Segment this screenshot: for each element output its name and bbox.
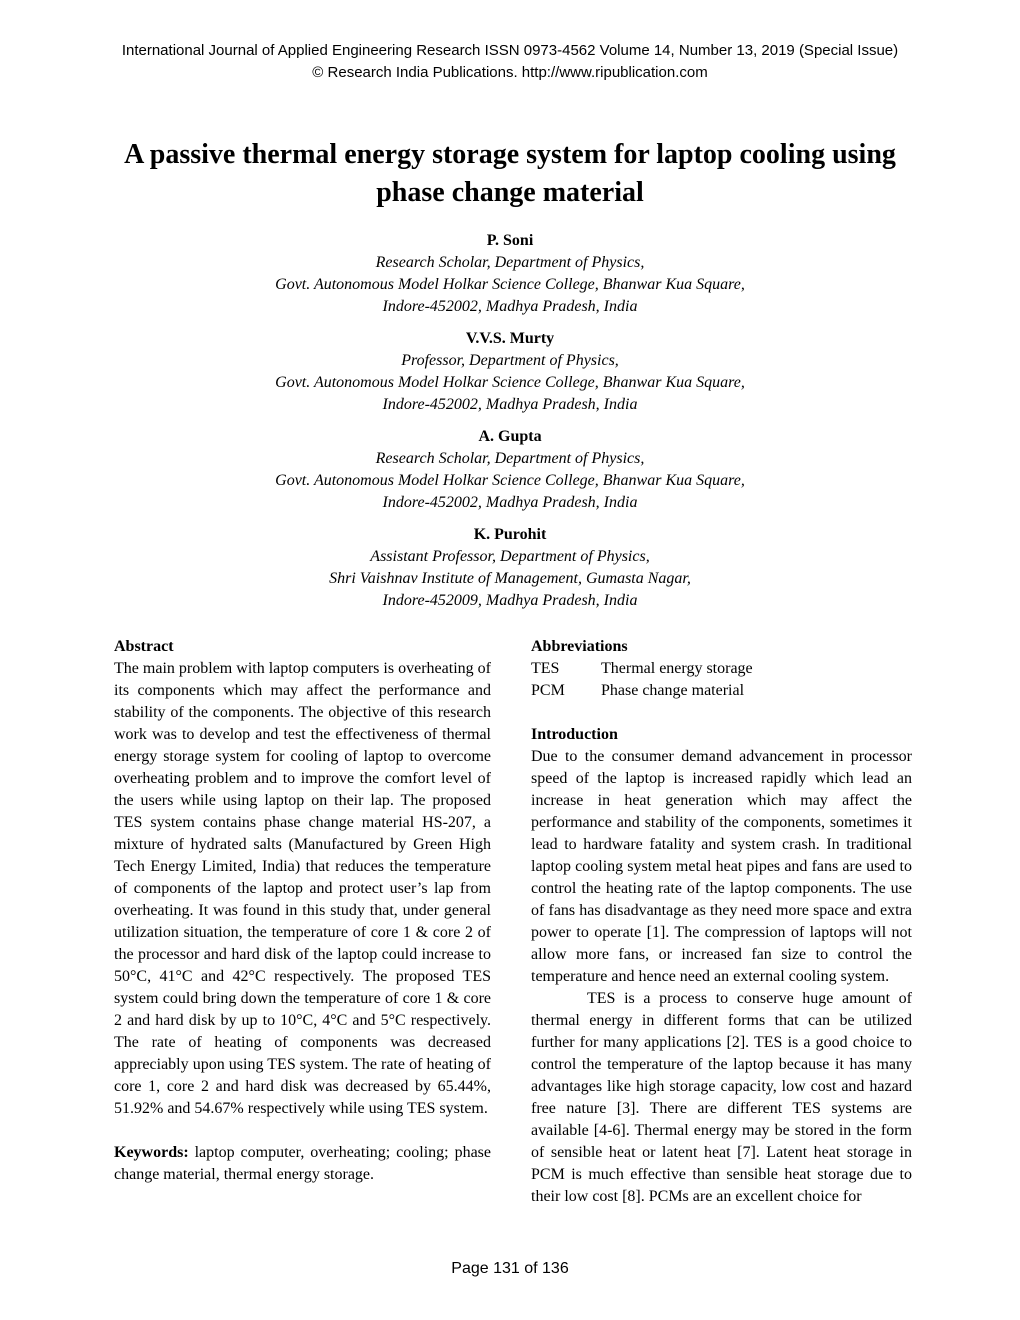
abbreviation-term: PCM [531, 682, 565, 699]
authors-section [0, 230, 1020, 612]
journal-header-line1: International Journal of Applied Engineering Research ISSN 0973-4562 Volume 14, Number 13, 2019 (Special Issue) [121, 42, 899, 59]
introduction-paragraph-2: TES is a process to conserve huge amount of thermal energy in different forms that can be utilized further for many applications [2]. TES is a good choice to control the temperature of the laptop because it has many advantages like high storage capacity, low cost and hazard free nature [3]. There are different TES systems are available [4-6]. Thermal energy may be stored in the form of sensible heat or latent heat [7]. Latent heat storage in PCM is much effective than sensible heat storage due to their low cost [8]. PCMs are an excellent choice for [531, 990, 912, 1205]
author-affiliation: Govt. Autonomous Model Holkar Science College, Bhanwar Kua Square, [275, 472, 745, 489]
author-affiliation: Shri Vaishnav Institute of Management, Gumasta Nagar, [329, 570, 691, 587]
author-role: Research Scholar, Department of Physics, [375, 254, 645, 271]
abbreviation-row [531, 658, 912, 680]
introduction-paragraph-1: Due to the consumer demand advancement in processor speed of the laptop is increased rapidly which lead an increase in heat generation which may affect the performance and stability of the components, sometimes it lead to hardware fatality and system crash. In traditional laptop cooling system metal heat pipes and fans are used to control the heating rate of the laptop components. The use of fans has disadvantage as they need more space and extra power to operate [1]. The compression of laptops will not allow more fans, or increased fan size to control the temperature and hence need an external cooling system. [531, 748, 912, 985]
author-name: V.V.S. Murty [465, 330, 555, 347]
author-name: K. Purohit [473, 526, 547, 543]
author-role: Research Scholar, Department of Physics, [375, 450, 645, 467]
author-address: Indore-452002, Madhya Pradesh, India [382, 298, 638, 315]
author-address: Indore-452009, Madhya Pradesh, India [382, 592, 638, 609]
two-column-body [0, 636, 1020, 1208]
abbreviations-heading: Abbreviations [531, 638, 628, 655]
author-block-1 [0, 230, 1020, 318]
abbreviation-definition: Thermal energy storage [601, 660, 753, 677]
abstract-heading: Abstract [114, 638, 174, 655]
left-column [114, 636, 491, 1208]
abbreviation-definition: Phase change material [601, 682, 745, 699]
author-affiliation: Govt. Autonomous Model Holkar Science College, Bhanwar Kua Square, [275, 374, 745, 391]
introduction-heading: Introduction [531, 726, 618, 743]
author-block-2 [0, 328, 1020, 416]
keywords-label: Keywords: [114, 1144, 189, 1161]
journal-header-line2: © Research India Publications. http://www.ripublication.com [312, 64, 708, 81]
author-role: Professor, Department of Physics, [401, 352, 619, 369]
abstract-text: The main problem with laptop computers is overheating of its components which may affect the performance and stability of the components. The objective of this research work was to develop and test the effectiveness of thermal energy storage system for cooling of laptop to overcome overheating problem and to improve the comfort level of the users while using laptop on their lap. The proposed TES system contains phase change material HS-207, a mixture of hydrated salts (Manufactured by Green High Tech Energy Limited, India) that reduces the temperature of components of the laptop and protect user’s lap from overheating. It was found in this study that, under general utilization situation, the temperature of core 1 & core 2 of the processor and hard disk of the laptop could increase to 50°C, 41°C and 42°C respectively. The proposed TES system could bring down the temperature of core 1 & core 2 and hard disk by up to 10°C, 4°C and 5°C respectively. The rate of heating of components was decreased appreciably upon using TES system. The rate of heating of core 1, core 2 and hard disk was decreased by 65.44%, 51.92% and 54.67% respectively while using TES system. [114, 660, 491, 1117]
author-block-3 [0, 426, 1020, 514]
abbreviation-row [531, 680, 912, 702]
author-address: Indore-452002, Madhya Pradesh, India [382, 396, 638, 413]
page-number: Page 131 of 136 [451, 1260, 569, 1277]
journal-header [0, 0, 1020, 84]
author-name: P. Soni [486, 232, 534, 249]
keywords-text: laptop computer, overheating; cooling; phase change material, thermal energy storage. [114, 1144, 491, 1183]
author-block-4 [0, 524, 1020, 612]
author-role: Assistant Professor, Department of Physics, [370, 548, 650, 565]
paper-title: A passive thermal energy storage system for laptop cooling using phase change material [124, 139, 896, 208]
abbreviation-term: TES [531, 660, 560, 677]
right-column [531, 636, 912, 1208]
author-affiliation: Govt. Autonomous Model Holkar Science College, Bhanwar Kua Square, [275, 276, 745, 293]
author-address: Indore-452002, Madhya Pradesh, India [382, 494, 638, 511]
author-name: A. Gupta [478, 428, 542, 445]
keywords-paragraph [114, 1142, 491, 1186]
